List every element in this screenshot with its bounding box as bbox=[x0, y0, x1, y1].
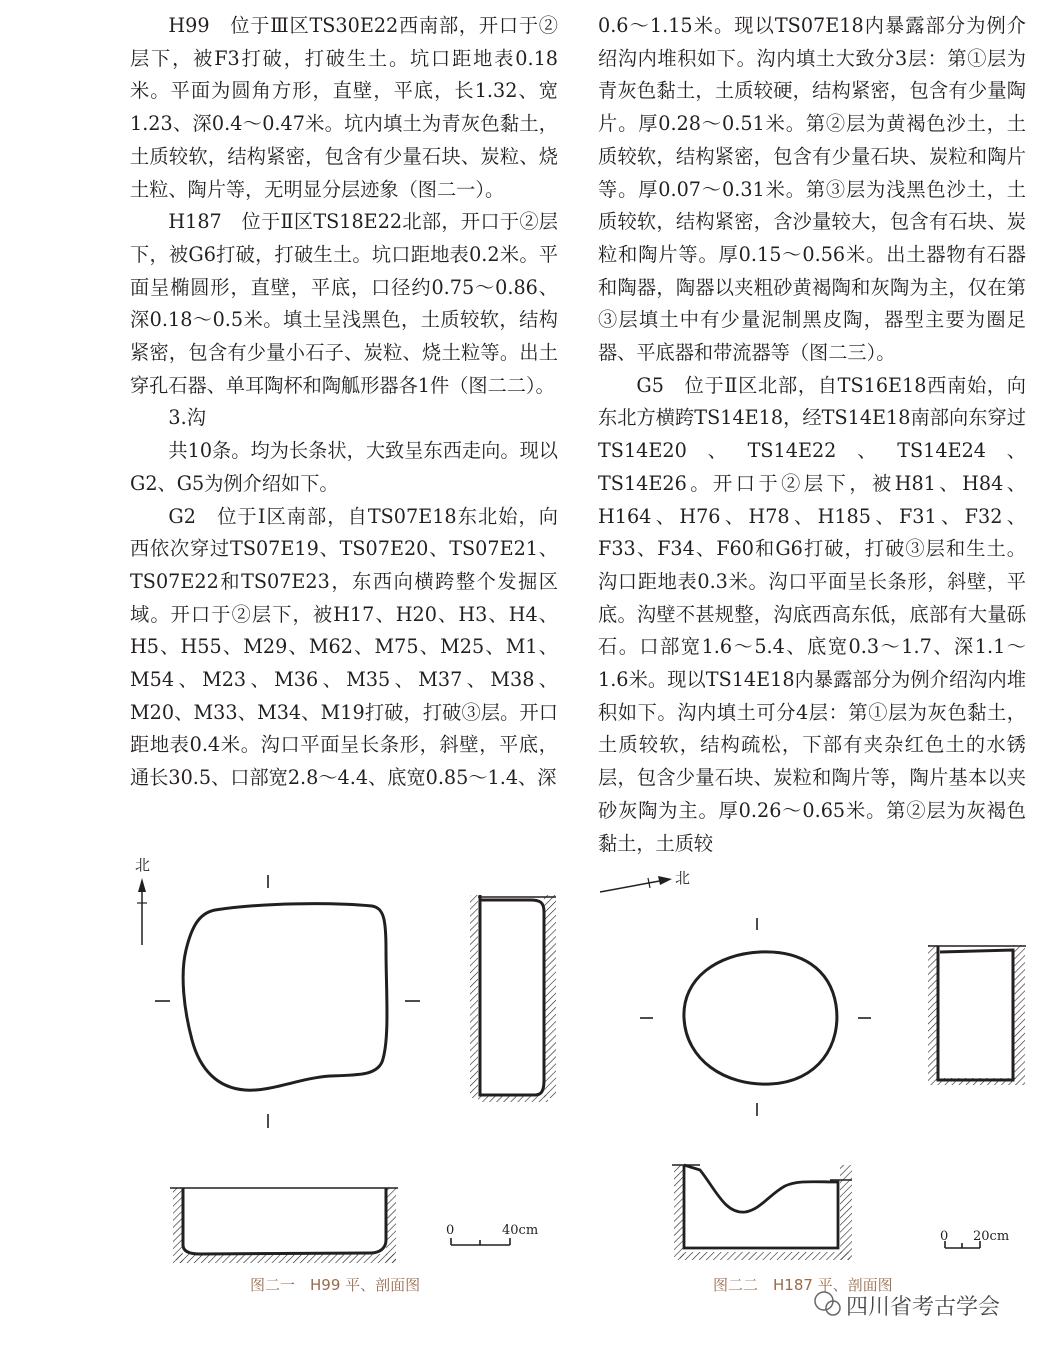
scale-max-label: 40cm bbox=[502, 1223, 539, 1238]
scale-bar-40cm bbox=[451, 1238, 510, 1245]
figure-22-h187 bbox=[600, 869, 1026, 1294]
paragraph-g2-continued: 0.6～1.15米。现以TS07E18内暴露部分为例介绍沟内堆积如下。沟内填土大致分3层：第①层为青灰色黏土，土质较硬，结构紧密，包含有少量陶片。厚0.28～0.51米。第②层为黄褐色沙土，土质较软，结构紧密，包含有少量石块、炭粒和陶片等。厚0.07～0.31米。第③层为浅黑色沙土，土质较软，结构紧密，含沙量较大，包含有石块、炭粒和陶片等。厚0.15～0.56米。出土器物有石器和陶器，陶器以夹粗砂黄褐陶和灰陶为主，仅在第③层填土中有少量泥制黑皮陶，器型主要为圈足器、平底器和带流器等（图二三）。 bbox=[598, 14, 1026, 365]
h99-bottom-section bbox=[170, 1188, 398, 1263]
paragraph-h99: H99 位于Ⅲ区TS30E22西南部，开口于②层下，被F3打破，打破生土。坑口距地表0.18米。平面为圆角方形，直壁，平底，长1.32、宽1.23、深0.4～0.47米。坑内填土为青灰色黏土，土质较软，结构紧密，包含有少量石块、炭粒、烧土粒、陶片等，无明显分层迹象（图二一）。 bbox=[130, 14, 558, 201]
paragraph-g5: G5 位于Ⅱ区北部，自TS16E18西南始，向东北方横跨TS14E18，经TS14E18南部向东穿过TS14E20、TS14E22、TS14E24、TS14E26。开口于②层下，被H81、H84、H164、H76、H78、H185、F31、F32、F33、F34、F60和G6打破，打破③层和生土。沟口距地表0.3米。沟口平面呈长条形，斜壁，平底。沟壁不甚规整，沟底西高东低，底部有大量砾石。口部宽1.6～5.4、底宽0.3～1.7、深1.1～1.6米。现以TS14E18内暴露部分为例介绍沟内堆积如下。沟内填土可分4层：第①层为灰色黏土，土质较软，结构疏松，下部有夹杂红色土的水锈层，包含少量石块、炭粒和陶片等，陶片基本以夹砂灰陶为主。厚0.26～0.65米。第②层为灰褐色黏土，土质较 bbox=[598, 373, 1026, 855]
scale-zero-label: 0 bbox=[446, 1223, 455, 1238]
figure-21-caption: 图二一 H99 平、剖面图 bbox=[250, 1276, 421, 1294]
figure-22-caption: 图二二 H187 平、剖面图 bbox=[713, 1276, 893, 1294]
watermark-text: 四川省考古学会 bbox=[846, 1295, 1001, 1320]
h187-plan-outline bbox=[684, 952, 837, 1084]
paragraph-g2: G2 位于Ⅰ区南部，自TS07E18东北始，向西依次穿过TS07E19、TS07E20、TS07E21、TS07E22和TS07E23，东西向横跨整个发掘区域。开口于②层下，被H17、H20、H3、H4、H5、H55、M29、M62、M75、M25、M1、M54、M23、M36、M35、M37、M38、M20、M33、M34、M19打破，打破③层。开口距地表0.4米。沟口平面呈长条形，斜壁，平底，通长30.5、口部宽2.8～4.4、底宽0.85～1.4、深 bbox=[130, 504, 558, 790]
wechat-logo-icon bbox=[815, 1292, 840, 1315]
north-label: 北 bbox=[675, 869, 691, 887]
section-heading-ditches: 3.沟 bbox=[168, 406, 206, 430]
figure-21-h99 bbox=[135, 856, 556, 1294]
north-arrow-icon bbox=[137, 878, 147, 945]
h99-plan-outline bbox=[183, 904, 387, 1091]
scale-zero-label: 0 bbox=[940, 1229, 949, 1244]
h187-bottom-section bbox=[672, 1165, 852, 1260]
scale-max-label: 20cm bbox=[973, 1229, 1010, 1244]
h99-side-section bbox=[470, 895, 556, 1102]
paragraph-ditch-intro: 共10条。均为长条状，大致呈东西走向。现以G2、G5为例介绍如下。 bbox=[130, 439, 558, 495]
north-label: 北 bbox=[135, 856, 151, 874]
paragraph-h187: H187 位于Ⅱ区TS18E22北部，开口于②层下，被G6打破，打破生土。坑口距地表0.2米。平面呈椭圆形，直壁，平底，口径约0.75～0.86、深0.18～0.5米。填土呈浅黑色，土质较软，结构紧密，包含有少量小石子、炭粒、烧土粒等。出土穿孔石器、单耳陶杯和陶觚形器各1件（图二二）。 bbox=[130, 210, 558, 397]
h187-side-section bbox=[928, 945, 1026, 1085]
north-arrow-icon bbox=[600, 876, 672, 892]
